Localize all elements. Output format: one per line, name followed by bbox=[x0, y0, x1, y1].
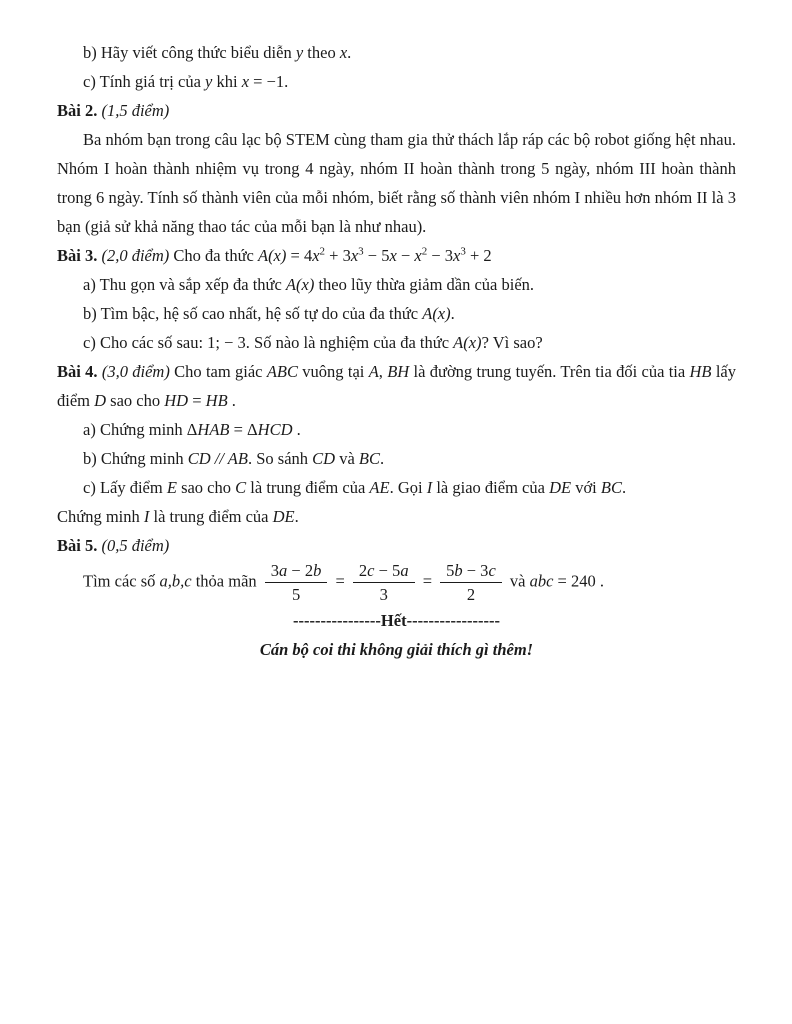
text-run: c bbox=[367, 561, 375, 580]
text-run: − 2 bbox=[287, 561, 314, 580]
text-run: và bbox=[505, 571, 530, 591]
text-run: Bài 3. bbox=[57, 246, 102, 265]
text-run: 2 bbox=[421, 245, 428, 258]
text-run: x bbox=[389, 246, 397, 265]
text-run: khi bbox=[212, 72, 242, 91]
text-run: D bbox=[94, 391, 107, 410]
text-run: DE bbox=[549, 478, 572, 497]
text-run: b) Chứng minh bbox=[83, 449, 188, 468]
text-run: I bbox=[426, 478, 433, 497]
text-run: . So sánh bbox=[247, 449, 313, 468]
text-run: = 240 . bbox=[553, 571, 604, 591]
text-run: và bbox=[335, 449, 359, 468]
text-run: . bbox=[379, 449, 385, 468]
text-run: − 5 bbox=[374, 561, 401, 580]
text-run: HAB bbox=[197, 420, 230, 439]
question-1b bbox=[57, 38, 736, 67]
text-run: BC bbox=[600, 478, 622, 497]
text-run: c) Lấy điểm bbox=[83, 478, 167, 497]
text-run: a) Thu gọn và sắp xếp đa thức bbox=[83, 275, 286, 294]
text-run: Cho tam giác bbox=[169, 362, 267, 381]
proctor-note bbox=[57, 635, 736, 664]
text-run: là trung điểm của bbox=[246, 478, 370, 497]
text-run: ----------------- bbox=[406, 610, 500, 630]
text-run: với bbox=[571, 478, 601, 497]
text-run: Cho đa thức bbox=[169, 246, 258, 265]
text-run: CD bbox=[187, 449, 211, 468]
text-run: 3 bbox=[358, 245, 364, 258]
text-run: y bbox=[295, 43, 304, 62]
fraction-numerator bbox=[440, 560, 502, 583]
text-run: HB bbox=[205, 391, 228, 410]
text-run: Hết bbox=[380, 610, 407, 630]
text-run: CD bbox=[312, 449, 336, 468]
text-run: + 2 bbox=[465, 246, 492, 265]
text-run: // bbox=[210, 449, 228, 468]
text-run: 2 bbox=[466, 585, 476, 605]
text-run: x bbox=[241, 72, 250, 91]
text-run: DE bbox=[272, 507, 295, 526]
text-run: AE bbox=[369, 478, 390, 497]
text-run: (2,0 điểm) bbox=[101, 246, 170, 265]
problem-3b bbox=[57, 299, 736, 328]
text-run: x bbox=[414, 246, 422, 265]
text-run: là giao điểm của bbox=[432, 478, 550, 497]
fraction bbox=[353, 560, 415, 606]
text-run: , bbox=[378, 362, 388, 381]
text-run: 3 bbox=[460, 245, 466, 258]
problem-2-heading bbox=[57, 96, 736, 125]
text-run: HCD bbox=[257, 420, 293, 439]
text-run: sao cho bbox=[176, 478, 236, 497]
text-run: . bbox=[347, 43, 352, 62]
text-run: A bbox=[368, 362, 379, 381]
text-run: A(x) bbox=[422, 304, 451, 323]
fraction bbox=[440, 560, 502, 606]
text-run: abc bbox=[529, 571, 554, 591]
text-run: lấy điểm bbox=[57, 362, 736, 410]
text-run: a) Chứng minh Δ bbox=[83, 420, 198, 439]
problem-4a bbox=[57, 415, 736, 444]
text-run: x bbox=[312, 246, 320, 265]
text-run: HB bbox=[689, 362, 712, 381]
text-run: (3,0 điểm) bbox=[101, 362, 170, 381]
text-run: ? Vì sao? bbox=[481, 333, 543, 352]
text-run: a bbox=[279, 561, 288, 580]
text-run: x bbox=[339, 43, 348, 62]
text-run: là đường trung tuyến. Trên tia đối của tia bbox=[409, 362, 690, 381]
question-1c bbox=[57, 67, 736, 96]
text-run: (0,5 điểm) bbox=[101, 536, 170, 555]
text-run: 3 bbox=[270, 561, 280, 580]
text-run: sao cho bbox=[106, 391, 165, 410]
text-run: b bbox=[313, 561, 322, 580]
text-run: . bbox=[450, 304, 455, 323]
text-run: C bbox=[235, 478, 247, 497]
text-run: Bài 5. bbox=[57, 536, 102, 555]
problem-3-heading bbox=[57, 241, 736, 270]
text-run: AB bbox=[227, 449, 248, 468]
text-run: A(x) bbox=[453, 333, 482, 352]
text-run: − 3 bbox=[462, 561, 489, 580]
text-run: Tìm các số bbox=[83, 571, 160, 591]
text-run: = −1. bbox=[249, 72, 289, 91]
text-run: Ba nhóm bạn trong câu lạc bộ STEM cùng tham gia thử thách lắp ráp các bộ robot giống hệt nhau. Nhóm I hoàn thành nhiệm vụ trong 4 ngày, nhóm II hoàn thành trong 5 ngày, nhóm III hoàn thành trong 6 ngày. Tính số thành viên của mỗi nhóm, biết rằng số thành viên nhóm I nhiều hơn nhóm II là 3 bạn (giả sử khả năng thao tác của mỗi bạn là như nhau). bbox=[57, 130, 736, 236]
problem-4b bbox=[57, 444, 736, 473]
problem-3a bbox=[57, 270, 736, 299]
text-run: b) Tìm bậc, hệ số cao nhất, hệ số tự do của đa thức bbox=[83, 304, 423, 323]
text-run: I bbox=[143, 507, 150, 526]
text-run: ---------------- bbox=[293, 610, 381, 630]
text-run: − 3 bbox=[427, 246, 454, 265]
text-run: A(x) bbox=[257, 246, 287, 265]
text-run: 3 bbox=[379, 585, 388, 605]
text-run: Cán bộ coi thi không giải thích gì thêm! bbox=[259, 639, 534, 659]
problem-4c bbox=[57, 473, 736, 502]
text-run: E bbox=[166, 478, 177, 497]
text-run: BC bbox=[358, 449, 380, 468]
text-run: b bbox=[454, 561, 463, 580]
text-run: = 4 bbox=[286, 246, 313, 265]
text-run: b) Hãy viết công thức biểu diễn bbox=[83, 43, 296, 62]
text-run: A(x) bbox=[285, 275, 315, 294]
text-run: − 5 bbox=[363, 246, 390, 265]
text-run: a bbox=[400, 561, 409, 580]
fraction bbox=[265, 560, 328, 606]
text-run: . bbox=[292, 420, 301, 439]
text-run: BH bbox=[387, 362, 410, 381]
text-run: (1,5 điểm) bbox=[101, 101, 170, 120]
text-run: a,b,c bbox=[159, 571, 192, 591]
text-run: = bbox=[418, 571, 437, 591]
text-run: 5 bbox=[291, 585, 301, 605]
text-run: = bbox=[188, 391, 206, 410]
fraction-numerator bbox=[265, 560, 328, 583]
text-run: ABC bbox=[266, 362, 298, 381]
problem-2-text bbox=[57, 125, 736, 241]
text-run: 2 bbox=[319, 245, 326, 258]
text-run: theo lũy thừa giảm dần của biến. bbox=[314, 275, 535, 294]
fraction-denominator bbox=[353, 583, 415, 605]
text-run: 5 bbox=[446, 561, 455, 580]
text-run: c bbox=[488, 561, 496, 580]
text-run: = bbox=[331, 571, 349, 591]
text-run: Chứng minh bbox=[57, 507, 144, 526]
problem-5-formula bbox=[57, 560, 736, 606]
text-run: thỏa mãn bbox=[191, 571, 261, 591]
text-run: x bbox=[453, 246, 461, 265]
text-run: − bbox=[396, 246, 415, 265]
text-run: Bài 2. bbox=[57, 101, 102, 120]
text-run: . Gọi bbox=[389, 478, 427, 497]
problem-5-heading bbox=[57, 531, 736, 560]
text-run: . bbox=[294, 507, 299, 526]
document-body bbox=[57, 38, 736, 664]
text-run: + 3 bbox=[325, 246, 351, 265]
text-run: = Δ bbox=[229, 420, 258, 439]
fraction-numerator bbox=[353, 560, 415, 583]
text-run: . bbox=[621, 478, 627, 497]
text-run: . bbox=[227, 391, 236, 410]
text-run: theo bbox=[303, 43, 340, 62]
text-run: 2 bbox=[358, 561, 368, 580]
text-run: y bbox=[205, 72, 213, 91]
text-run: là trung điểm của bbox=[149, 507, 273, 526]
problem-4c-continued bbox=[57, 502, 736, 531]
problem-4-heading bbox=[57, 357, 736, 415]
text-run: Bài 4. bbox=[57, 362, 102, 381]
end-separator bbox=[57, 606, 736, 635]
fraction-denominator bbox=[265, 583, 328, 605]
text-run: c) Tính giá trị của bbox=[83, 72, 206, 91]
fraction-denominator bbox=[440, 583, 502, 605]
text-run: x bbox=[350, 246, 359, 265]
text-run: vuông tại bbox=[298, 362, 369, 381]
text-run: c) Cho các số sau: 1; − 3. Số nào là nghiệm của đa thức bbox=[83, 333, 454, 352]
text-run: HD bbox=[164, 391, 189, 410]
problem-3c bbox=[57, 328, 736, 357]
